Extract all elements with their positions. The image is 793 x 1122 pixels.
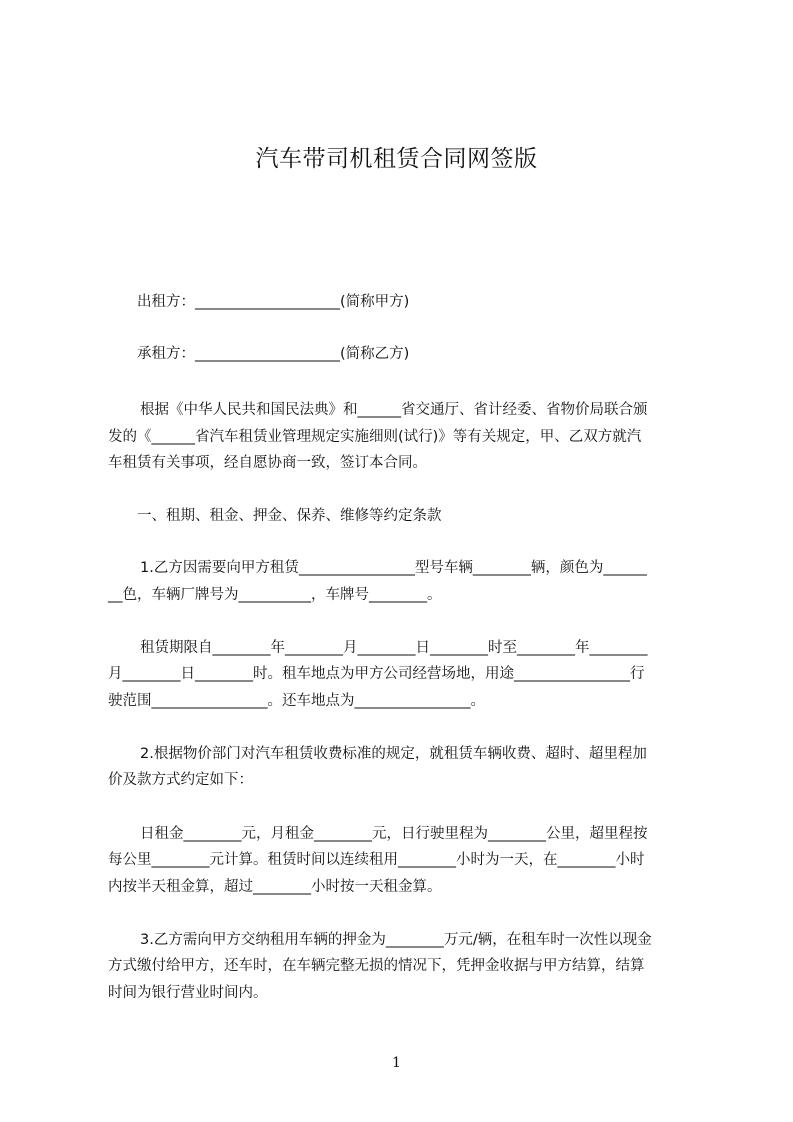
lessee-line: 承租方：____________________(简称乙方) [137, 346, 410, 362]
paragraph-line: 价及款方式约定如下： [108, 772, 253, 788]
lessor-line: 出租方：____________________(简称甲方) [137, 294, 410, 310]
paragraph-line: 时间为银行营业时间内。 [108, 985, 268, 1001]
paragraph-line: 每公里________元计算。租赁时间以连续租用________小时为一天，在________小时 [108, 852, 645, 868]
paragraph-line: 车租赁有关事项，经自愿协商一致，签订本合同。 [108, 455, 427, 471]
paragraph-line: 内按半天租金算，超过________小时按一天租金算。 [108, 879, 442, 895]
paragraph-line: 驶范围________________。还车地点为________________。 [108, 693, 485, 709]
paragraph-line: 发的《______省汽车租赁业管理规定实施细则(试行)》等有关规定，甲、乙双方就汽 [108, 429, 642, 445]
paragraph-line: 月________日________时。租车地点为甲方公司经营场地，用途________________行 [108, 666, 645, 682]
page-number: 1 [392, 1055, 401, 1071]
section-heading: 一、租期、租金、押金、保养、维修等约定条款 [137, 508, 442, 524]
paragraph-line: 日租金________元，月租金________元，日行驶里程为________公里，超里程按 [140, 826, 648, 842]
document-title: 汽车带司机租赁合同网签版 [255, 146, 538, 172]
paragraph-line: 方式缴付给甲方，还车时，在车辆完整无损的情况下，凭押金收据与甲方结算，结算 [108, 958, 645, 974]
paragraph-line: 1.乙方因需要向甲方租赁________________型号车辆________辆，颜色为______ [140, 560, 647, 576]
paragraph-line: 租赁期限自________年________月________日________时至________年________ [140, 640, 648, 656]
paragraph-line: 2.根据物价部门对汽车租赁收费标准的规定，就租赁车辆收费、超时、超里程加 [140, 746, 647, 762]
paragraph-line: __色，车辆厂牌号为__________，车牌号________。 [108, 587, 442, 603]
paragraph-line: 3.乙方需向甲方交纳租用车辆的押金为________万元/辆，在租车时一次性以现金 [140, 932, 652, 948]
paragraph-line: 根据《中华人民共和国民法典》和______省交通厅、省计经委、省物价局联合颁 [140, 402, 648, 418]
